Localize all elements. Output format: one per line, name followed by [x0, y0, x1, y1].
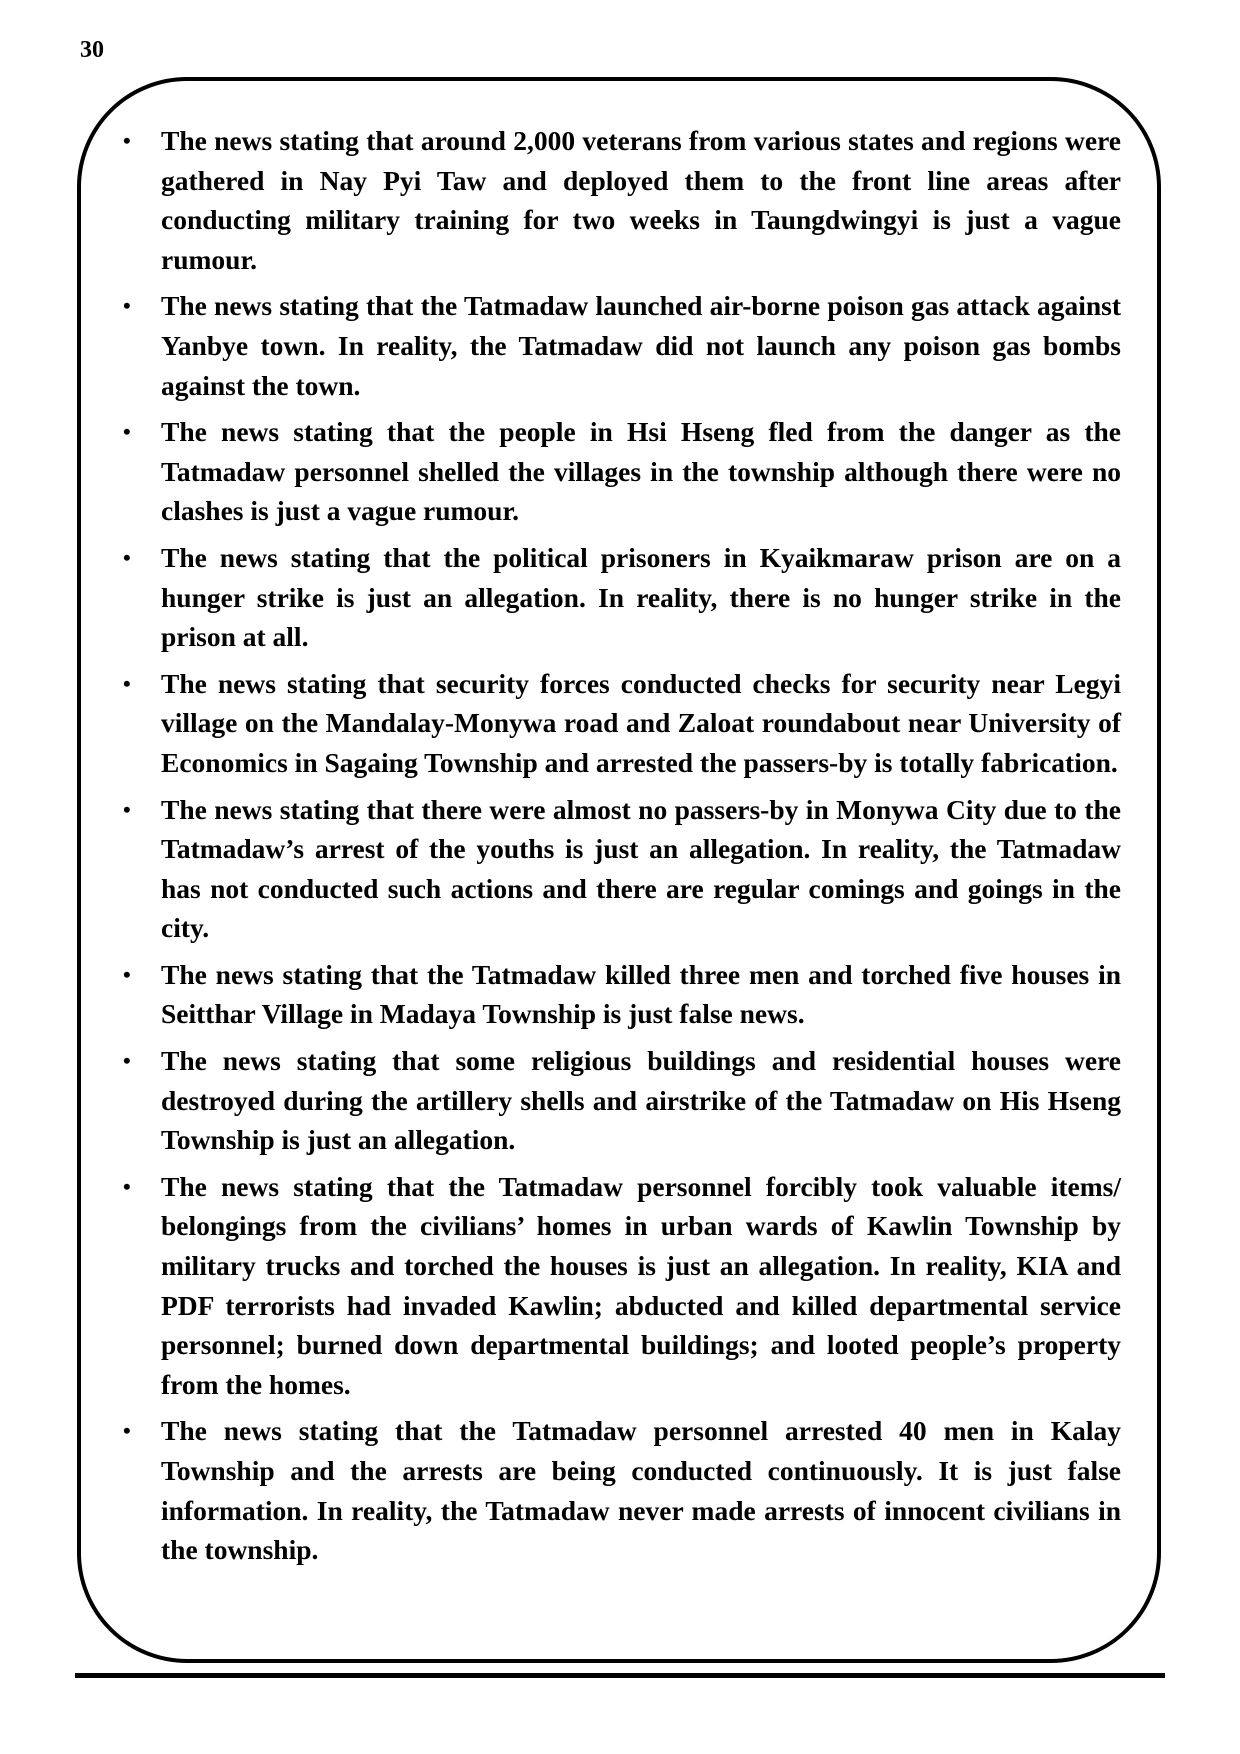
list-item-text: The news stating that some religious buildings and residential houses were destroyed during the artillery shells and airstrike of the Tatmadaw on His Hseng Township is just an allegation. [161, 1045, 1121, 1156]
bullet-icon: • [123, 670, 131, 696]
list-item [119, 955, 1121, 1034]
bullet-list [119, 121, 1121, 1577]
bullet-icon: • [123, 293, 131, 319]
bullet-icon: • [123, 419, 131, 445]
list-item [119, 121, 1121, 279]
list-item [119, 286, 1121, 405]
bullet-icon: • [123, 128, 131, 153]
list-item-text: The news stating that the people in Hsi Hseng fled from the danger as the Tatmadaw personnel shelled the villages in the township although there were no clashes is just a vague rumour. [161, 416, 1121, 527]
list-item-text: The news stating that security forces conducted checks for security near Legyi village on the Mandalay-Monywa road and Zaloat roundabout near University of Economics in Sagaing Township and arrested the passers-by is totally fabrication. [161, 667, 1121, 778]
list-item [119, 664, 1121, 783]
bullet-icon: • [123, 1418, 131, 1444]
list-item-text: The news stating that the Tatmadaw launched air-borne poison gas attack against Yanbye town. In reality, the Tatmadaw did not launch any poison gas bombs against the town. [161, 290, 1121, 401]
list-item [119, 1167, 1121, 1405]
page-number: 30 [80, 37, 104, 63]
bullet-icon: • [123, 796, 131, 822]
list-item [119, 412, 1121, 531]
list-item [119, 1411, 1121, 1569]
list-item-text: The news stating that there were almost no passers-by in Monywa City due to the Tatmadaw’s arrest of the youths is just an allegation. In reality, the Tatmadaw has not conducted such actions and there are regular comings and goings in the city. [161, 793, 1121, 944]
list-item [119, 1041, 1121, 1160]
bullet-icon: • [123, 544, 131, 570]
bullet-icon: • [123, 1173, 131, 1199]
footer-rule [75, 1673, 1165, 1678]
list-item-text: The news stating that the Tatmadaw personnel arrested 40 men in Kalay Township and the arrests are being conducted continuously. It is just false information. In reality, the Tatmadaw never made arrests of innocent civilians in the township. [161, 1415, 1121, 1566]
list-item-text: The news stating that the Tatmadaw killed three men and torched five houses in Seitthar Village in Madaya Township is just false news. [161, 958, 1121, 1030]
list-item-text: The news stating that the political prisoners in Kyaikmaraw prison are on a hunger strike is just an allegation. In reality, there is no hunger strike in the prison at all. [161, 541, 1121, 653]
list-item [119, 790, 1121, 948]
bullet-icon: • [123, 961, 131, 987]
list-item-text: The news stating that the Tatmadaw personnel forcibly took valuable items/ belongings from the civilians’ homes in urban wards of Kawlin Township by military trucks and torched the houses is just an allegation. In reality, KIA and PDF terrorists had invaded Kawlin; abducted and killed departmental service personnel; burned down departmental buildings; and looted people’s property from the homes. [161, 1170, 1121, 1400]
bullet-icon: • [123, 1048, 131, 1074]
list-item-text: The news stating that around 2,000 veterans from various states and regions were gathered in Nay Pyi Taw and deployed them to the front line areas after conducting military training for two weeks in Taungdwingyi is just a vague rumour. [161, 125, 1121, 275]
list-item [119, 538, 1121, 657]
